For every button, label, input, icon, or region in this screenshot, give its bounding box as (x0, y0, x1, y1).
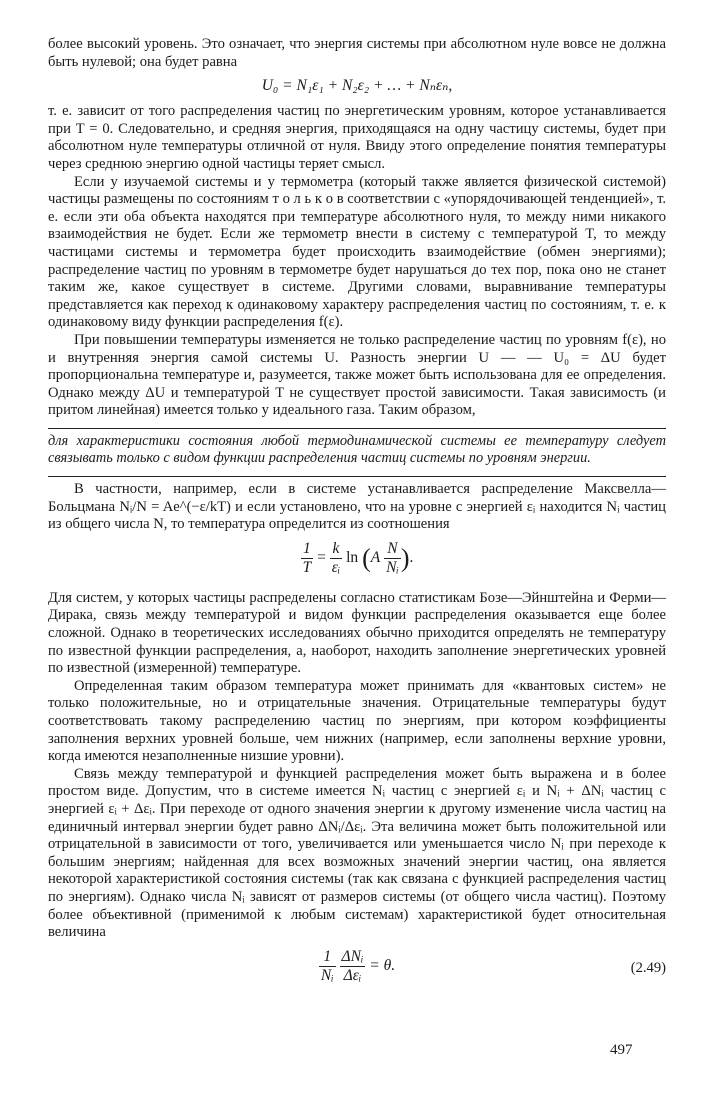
paragraph-8: Связь между температурой и функцией распределения может быть выражена и в более простом виде. Допустим, что в системе имеется Nᵢ частиц с энергией εᵢ и Nᵢ + ΔNᵢ частиц с энергией εᵢ + Δεᵢ. При переходе от одного значения энергии к другому изменение числа частиц на единичный интервал энергии будет равно ΔNᵢ/Δεᵢ. Эта величина может быть положительной или отрицательной в зависимости от того, увеличивается или уменьшается число Nᵢ при переходе к большим энергиям; найденная для всех возможных значений энергии частиц, она является некоторой характеристикой состояния системы (так как связана с функцией распределения частиц по энергиям). Однако числа Nᵢ зависят от размеров системы (от общего числа частиц). Поэтому более объективной (применимой к любым системам) характеристикой будет относительная величина (48, 765, 666, 941)
paragraph-7: Определенная таким образом температура может принимать для «квантовых систем» не только положительные, но и отрицательные значения. Отрицательные температуры будут соответствовать такому распределению частиц по энергиям, при котором коэффициенты заполнения верхних уровней больше, чем нижних (например, если заполнены верхние уровни, когда имеются незаполненные низшие уровни). (48, 677, 666, 765)
paragraph-1: более высокий уровень. Это означает, что энергия системы при абсолютном нуле вовсе не должна быть нулевой; она будет равна (48, 36, 666, 70)
top-divider (48, 428, 666, 429)
page-number: 497 (610, 1042, 633, 1058)
bottom-divider (48, 476, 666, 477)
equation-temperature: $\frac{1}{T}$ = $\frac{k}{\text{εᵢ}}$ ln (A $\frac{N}{\text{Nᵢ}}$ ). (302, 539, 414, 576)
emphasis-statement: для характеристики состояния любой термодинамической системы ее температуру следует связывать только с видом функции распределения частиц системы по уровням энергии. (48, 432, 666, 467)
paragraph-3: Если у изучаемой системы и у термометра (который также является физической системой) частицы размещены по состояниям т о л ь к о в соответствии с «упорядочивающей тенденцией», т. е. если эти оба объекта находятся при температуре абсолютного нуля, то между ними никакого взаимодействия не будет. Если же термометр внести в систему с температурой T, то между частицами системы и термометра будет происходить взаимодействие (обмен энергиями); распределение частиц по уровням в термометре будет нарушаться до тех пор, пока оно не станет таким же, какое существует в системе. Другими словами, выравнивание температуры представляется как переход к одинаковому характеру распределения частиц по состояниям, т. е. к одинаковому виду функции распределения f(ε). (48, 173, 666, 331)
equation-theta: $\frac{1}{\text{Nᵢ}}$ $\frac{\text{ΔNᵢ}}{\text{Δεᵢ}}$ = θ. (2.49) (320, 947, 666, 984)
paragraph-4: При повышении температуры изменяется не только распределение частиц по уровням f(ε), но и внутренняя энергия самой системы U. Разность энергии U — — U₀ = ΔU будет пропорциональна температуре и, разумеется, также может быть использована для ее определения. Однако между ΔU и температурой T не существует простой зависимости. Такая зависимость (и притом линейная) имеется только у идеального газа. Таким образом, (48, 331, 666, 419)
equation-energy-sum: U₀ = N₁ε₁ + N₂ε₂ + … + Nₙεₙ, (261, 77, 453, 95)
paragraph-6: Для систем, у которых частицы распределены согласно статистикам Бозе—Эйнштейна и Ферми—Дирака, связь между температурой и видом функции распределения оказывается еще более сложной. Однако в теоретических исследованиях обычно приходится определять не температуру по известной функции распределения, а, наоборот, находить заполнение энергетических уровней по известной (измеренной) температуре. (48, 589, 666, 677)
equation-number: (2.49) (630, 959, 666, 976)
paragraph-2: т. е. зависит от того распределения частиц по энергетическим уровням, которое устанавливается при T = 0. Следовательно, и средняя энергия, приходящаяся на одну частицу системы, будет при абсолютном нуле температуры отличной от нуля. Ввиду этого определение понятия температуры через среднюю энергию одной частицы теряет смысл. (48, 103, 666, 172)
page-body (48, 36, 666, 998)
paragraph-5: В частности, например, если в системе устанавливается распределение Максвелла—Больцмана Nᵢ/N = Ae^(−ε/kT) и если установлено, что на уровне с энергией εᵢ находится Nᵢ частиц из общего числа N, то температура определится из соотношения (48, 481, 666, 533)
